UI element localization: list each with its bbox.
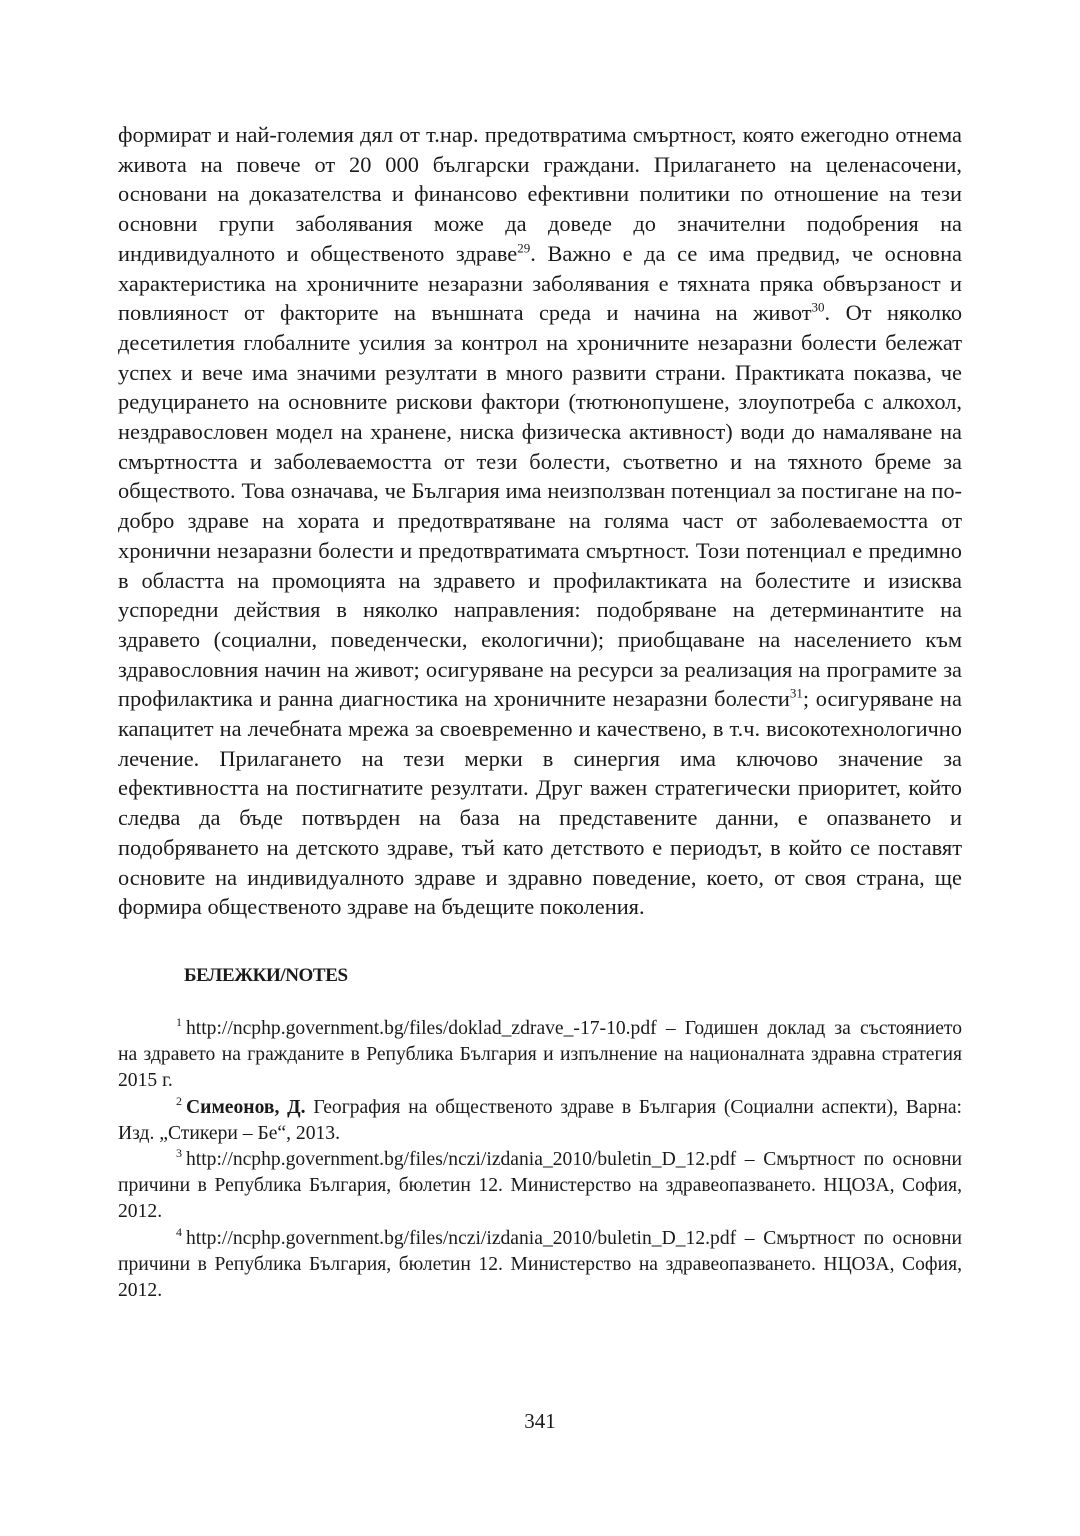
note-text: http://ncphp.government.bg/files/doklad_zdrave_-17-10.pdf – Годишен доклад за състоянието на здравето на гражданите в Република България и изпълнение на националната здравна стратегия 2015 г. bbox=[118, 1017, 962, 1092]
body-text-segment: . Важно е да се има предвид, че основна характеристика на хроничните незаразни заболявания е тяхната пряка обвързаност и повлияност от факторите на външната среда и начина на живот bbox=[118, 240, 962, 326]
note-item bbox=[118, 1226, 962, 1305]
notes-list bbox=[118, 1016, 962, 1304]
note-author: Симеонов, Д. bbox=[186, 1096, 306, 1118]
footnote-ref: 31 bbox=[789, 685, 803, 701]
body-text-segment: ; осигуряване на капацитет на лечебната мрежа за своевременно и качествено, в т.ч. високотехнологично лечение. Прилагането на тези мерки в синергия има ключово значение за ефективността на постигнатите резултати. Друг важен стратегически приоритет, който следва да бъде потвърден на база на представените данни, е опазването и подобряването на детското здраве, тъй като детството е периодът, в който се поставят основите на индивидуалното здраве и здравно поведение, което, от своя страна, ще формира общественото здраве на бъдещите поколения. bbox=[118, 686, 962, 920]
note-number: 4 bbox=[176, 1225, 182, 1240]
note-item bbox=[118, 1095, 962, 1147]
note-item bbox=[118, 1016, 962, 1095]
page-content bbox=[118, 120, 962, 1304]
note-number: 2 bbox=[176, 1094, 182, 1109]
footnote-ref: 30 bbox=[811, 299, 825, 315]
notes-heading: БЕЛЕЖКИ/NOTES bbox=[184, 964, 348, 986]
body-text-segment: формират и най-големия дял от т.нар. предотвратима смъртност, която ежегодно отнема живота на повече от 20 000 български граждани. Прилагането на целенасочени, основани на доказателства и финансово ефективни политики по отношение на тези основни групи заболявания може да доведе до значителни подобрения на индивидуалното и общественото здраве bbox=[118, 122, 962, 266]
note-text: География на общественото здраве в България (Социални аспекти), Варна: Изд. „Стикери – Бе“, 2013. bbox=[118, 1096, 962, 1144]
note-number: 1 bbox=[176, 1015, 182, 1030]
note-number: 3 bbox=[176, 1146, 182, 1161]
note-text: http://ncphp.government.bg/files/nczi/izdania_2010/buletin_D_12.pdf – Смъртност по основни причини в Република България, бюлетин 12. Министерство на здравеопазването. НЦОЗА, София, 2012. bbox=[118, 1227, 962, 1302]
footnote-ref: 29 bbox=[517, 240, 531, 256]
note-item bbox=[118, 1147, 962, 1226]
body-paragraph bbox=[118, 120, 962, 922]
body-text-segment: . От няколко десетилетия глобалните усилия за контрол на хроничните незаразни болести бележат успех и вече има значими резултати в много развити страни. Практиката показва, че редуцирането на основните рискови фактори (тютюнопушене, злоупотреба с алкохол, нездравословен модел на хранене, ниска физическа активност) води до намаляване на смъртността и заболеваемостта от тези болести, съответно и на тяхното бреме за обществото. Това означава, че България има неизползван потенциал за постигане на по-добро здраве на хората и предотвратяване на голяма част от заболеваемостта от хронични незаразни болести и предотвратимата смъртност. Този потенциал е предимно в областта на промоцията на здравето и профилактиката на болестите и изисква успоредни действия в няколко направления: подобряване на детерминантите на здравето (социални, поведенчески, екологични); приобщаване на населението към здравословния начин на живот; осигуряване на ресурси за реализация на програмите за профилактика и ранна диагностика на хроничните незаразни болести bbox=[118, 300, 963, 712]
page-number: 341 bbox=[524, 1409, 556, 1433]
note-text: http://ncphp.government.bg/files/nczi/izdania_2010/buletin_D_12.pdf – Смъртност по основни причини в Република България, бюлетин 12. Министерство на здравеопазването. НЦОЗА, София, 2012. bbox=[118, 1149, 962, 1223]
